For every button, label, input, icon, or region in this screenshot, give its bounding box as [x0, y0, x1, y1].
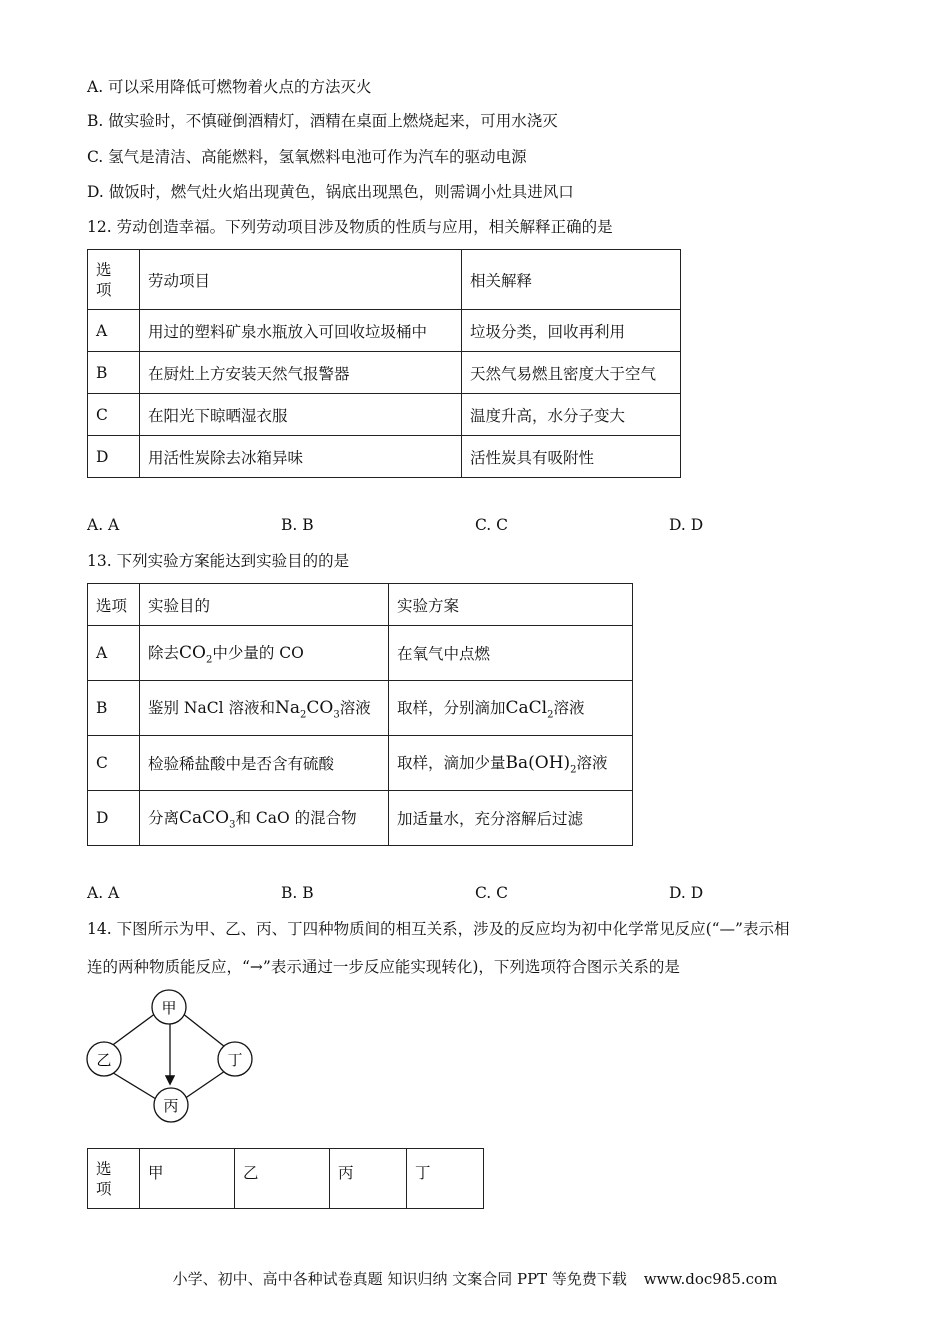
cell-option: B: [88, 352, 140, 394]
header-yi: 乙: [235, 1149, 330, 1209]
table-row: [88, 394, 681, 436]
cell-explanation: 天然气易燃且密度大于空气: [462, 352, 681, 394]
q13-stem: 13. 下列实验方案能达到实验目的的是: [87, 552, 350, 570]
cell-labor-item: 用过的塑料矿泉水瓶放入可回收垃圾桶中: [140, 310, 462, 352]
header-option: 选项: [88, 1149, 140, 1209]
table-row: [88, 681, 633, 736]
cell-labor-item: 在厨灶上方安装天然气报警器: [140, 352, 462, 394]
table-row: [88, 736, 633, 791]
table-row: [88, 791, 633, 846]
svg-text:乙: 乙: [96, 1051, 112, 1069]
relation-diagram: [80, 985, 260, 1125]
q14-stem-line1: 14. 下图所示为甲、乙、丙、丁四种物质间的相互关系，涉及的反应均为初中化学常见反应(“—”表示相: [87, 920, 790, 938]
formula-na2co3: $Na_2CO_3$: [274, 697, 340, 721]
q12-stem: 12. 劳动创造幸福。下列劳动项目涉及物质的性质与应用，相关解释正确的是: [87, 218, 613, 236]
choice-b[interactable]: B. B: [281, 516, 314, 534]
cell-explanation: 温度升高，水分子变大: [462, 394, 681, 436]
choice-a[interactable]: A. A: [87, 884, 120, 902]
choice-d[interactable]: D. D: [669, 516, 704, 534]
header-option: 选项: [88, 584, 140, 626]
cell-plan: 取样，滴加少量$Ba(OH)_2$溶液: [389, 736, 633, 791]
cell-option: D: [88, 791, 140, 846]
formula-baoh2: $Ba(OH)_2$: [505, 752, 577, 776]
footer-text: 小学、初中、高中各种试卷真题 知识归纳 文案合同 PPT 等免费下载: [172, 1270, 627, 1288]
header-purpose: 实验目的: [140, 584, 389, 626]
choice-c[interactable]: C. C: [475, 516, 509, 534]
header-bing: 丙: [330, 1149, 407, 1209]
cell-purpose: 分离CaCO$_3$和 CaO 的混合物: [140, 791, 389, 846]
edge-ding-bing: [184, 1071, 225, 1099]
q12-table: [87, 249, 681, 478]
choice-a[interactable]: A. A: [87, 516, 120, 534]
node-ding: [218, 1042, 252, 1076]
table-row: [88, 352, 681, 394]
header-option: 选项: [88, 250, 140, 310]
cell-option: B: [88, 681, 140, 736]
cell-option: D: [88, 436, 140, 478]
formula-caco3: CaCO$_3$: [179, 807, 236, 831]
page-footer: [0, 1268, 950, 1289]
node-yi: [87, 1042, 121, 1076]
table-row: [88, 310, 681, 352]
cell-plan: 在氧气中点燃: [389, 626, 633, 681]
header-labor-item: 劳动项目: [140, 250, 462, 310]
cell-purpose: 检验稀盐酸中是否含有硫酸: [140, 736, 389, 791]
header-ding: 丁: [407, 1149, 484, 1209]
formula-co2: $CO_2$: [179, 642, 213, 666]
formula-cacl2: CaCl$_2$: [505, 697, 554, 721]
svg-text:甲: 甲: [161, 999, 177, 1017]
q11-option-a: A. 可以采用降低可燃物着火点的方法灭火: [87, 78, 372, 96]
header-explanation: 相关解释: [462, 250, 681, 310]
node-bing: [154, 1088, 188, 1122]
q14-stem-line2: 连的两种物质能反应，“→”表示通过一步反应能实现转化)，下列选项符合图示关系的是: [87, 958, 680, 976]
q13-table: [87, 583, 633, 846]
q11-option-d: D. 做饭时，燃气灶火焰出现黄色，锅底出现黑色，则需调小灶具进风口: [87, 183, 574, 201]
edge-jia-ding: [182, 1013, 225, 1047]
edge-jia-yi: [110, 1013, 156, 1047]
q11-option-b: B. 做实验时，不慎碰倒酒精灯，酒精在桌面上燃烧起来，可用水浇灭: [87, 112, 558, 130]
table-header-row: [88, 250, 681, 310]
header-jia: 甲: [140, 1149, 235, 1209]
cell-explanation: 活性炭具有吸附性: [462, 436, 681, 478]
edge-yi-bing: [110, 1071, 156, 1099]
cell-option: A: [88, 626, 140, 681]
cell-plan: 加适量水，充分溶解后过滤: [389, 791, 633, 846]
table-header-row: [88, 1149, 484, 1209]
header-plan: 实验方案: [389, 584, 633, 626]
svg-text:丙: 丙: [163, 1097, 179, 1115]
footer-url[interactable]: www.doc985.com: [643, 1270, 778, 1288]
cell-purpose: 鉴别 NaCl 溶液和$Na_2CO_3$溶液: [140, 681, 389, 736]
cell-option: A: [88, 310, 140, 352]
q14-table: [87, 1148, 484, 1209]
table-row: [88, 626, 633, 681]
svg-text:丁: 丁: [227, 1051, 243, 1069]
choice-b[interactable]: B. B: [281, 884, 314, 902]
cell-plan: 取样，分别滴加CaCl$_2$溶液: [389, 681, 633, 736]
choice-c[interactable]: C. C: [475, 884, 509, 902]
choice-d[interactable]: D. D: [669, 884, 704, 902]
cell-labor-item: 用活性炭除去冰箱异味: [140, 436, 462, 478]
table-row: [88, 436, 681, 478]
cell-option: C: [88, 736, 140, 791]
cell-explanation: 垃圾分类，回收再利用: [462, 310, 681, 352]
cell-purpose: 除去$CO_2$中少量的 CO: [140, 626, 389, 681]
cell-option: C: [88, 394, 140, 436]
node-jia: [152, 990, 186, 1024]
cell-labor-item: 在阳光下晾晒湿衣服: [140, 394, 462, 436]
q11-option-c: C. 氢气是清洁、高能燃料，氢氧燃料电池可作为汽车的驱动电源: [87, 148, 527, 166]
table-header-row: [88, 584, 633, 626]
